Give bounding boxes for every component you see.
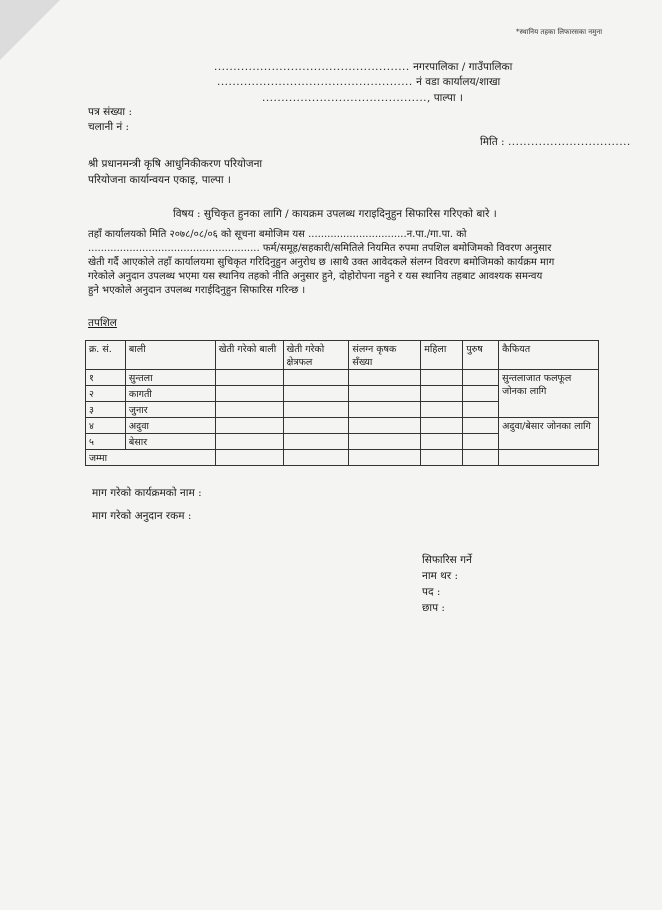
cell-empty xyxy=(499,450,599,466)
chalani-label: चलानी नं : xyxy=(88,121,130,133)
col-header-cultivated-crop: खेती गरेको बाली xyxy=(215,341,283,370)
cell-empty xyxy=(421,402,463,418)
cell-empty xyxy=(421,434,463,450)
body-line-1: तहाँ कार्यालयको मिति २०७८/०८/०६ को सूचना बमोजिम यस ...............................न.पा./गा.पा. को xyxy=(88,229,467,240)
cell-crop: सुन्तला xyxy=(125,370,215,386)
cell-sn: ५ xyxy=(86,434,126,450)
cell-empty xyxy=(463,370,499,386)
requested-program-label: माग गरेको कार्यक्रमको नाम : xyxy=(92,487,202,499)
cell-empty xyxy=(215,434,283,450)
cell-empty xyxy=(283,450,349,466)
cell-empty xyxy=(349,370,421,386)
col-header-area: खेती गरेको क्षेत्रफल xyxy=(283,341,349,370)
cell-empty xyxy=(421,418,463,434)
patra-sankhya-label: पत्र संख्या : xyxy=(88,106,133,118)
body-line-2: ...................................................... फर्म/समूह/सहकारी/समितिले नियमित रुपमा तपशिल बमोजिमको विवरण अनुसार xyxy=(88,243,552,254)
col-header-male: पुरुष xyxy=(463,341,499,370)
col-header-remarks: कैफियत xyxy=(499,341,599,370)
header-line-1 xyxy=(214,60,512,74)
cell-empty xyxy=(349,402,421,418)
cell-sn: २ xyxy=(86,386,126,402)
cell-empty xyxy=(421,370,463,386)
header-line-2-text: नं वडा कार्यालय/शाखा xyxy=(416,76,501,88)
cell-empty xyxy=(463,386,499,402)
cell-empty xyxy=(215,370,283,386)
header-line-1-dots: ................................................... xyxy=(214,61,410,73)
col-header-female: महिला xyxy=(421,341,463,370)
cell-empty xyxy=(215,418,283,434)
cell-empty xyxy=(283,434,349,450)
tapsil-heading: तपशिल xyxy=(88,317,117,329)
cell-empty xyxy=(421,386,463,402)
date-label: मिति : xyxy=(480,136,505,148)
cell-empty xyxy=(463,418,499,434)
corner-note: *स्थानिय तहका लिफारसका नमुना xyxy=(516,28,603,36)
header-line-2-dots: ................................................... xyxy=(217,76,413,88)
body-line-5: हुने भएकोले अनुदान उपलब्ध गराईदिनुहुन सिफारिस गरिन्छ । xyxy=(88,285,306,296)
table-total-row xyxy=(86,450,599,466)
cell-empty xyxy=(215,386,283,402)
cell-empty xyxy=(421,450,463,466)
cell-empty xyxy=(349,418,421,434)
body-line-3: खेती गर्दै आएकोले तहाँ कार्यालयमा सुचिकृत गरिदिनुहुन अनुरोध छ ।साथै उक्त आवेदकले संलग्न विवरण बमोजिमको कार्यक्रम माग xyxy=(88,257,555,268)
date-field xyxy=(480,135,631,149)
cell-sn: ३ xyxy=(86,402,126,418)
signature-stamp-label: छाप : xyxy=(422,602,445,614)
cell-empty xyxy=(349,386,421,402)
header-line-3 xyxy=(262,91,463,105)
table-header-row xyxy=(86,341,599,370)
cell-crop: अदुवा xyxy=(125,418,215,434)
cell-sn: १ xyxy=(86,370,126,386)
cell-empty xyxy=(463,434,499,450)
cell-empty xyxy=(215,402,283,418)
header-line-1-text: नगरपालिका / गाउँपालिका xyxy=(413,61,513,73)
col-header-sn: क्र. सं. xyxy=(86,341,126,370)
cell-empty xyxy=(283,402,349,418)
cell-empty xyxy=(215,450,283,466)
cell-remark-ginger: अदुवा/बेसार जोनका लागि xyxy=(499,418,599,450)
folded-corner xyxy=(0,0,60,60)
signature-title: सिफारिस गर्ने xyxy=(422,554,472,566)
cell-empty xyxy=(349,434,421,450)
details-table xyxy=(85,340,599,466)
cell-empty xyxy=(463,450,499,466)
cell-total-label: जम्मा xyxy=(86,450,216,466)
subject-line: विषय : सुचिकृत हुनका लागि / कायक्रम उपलब्ध गराइदिनुहुन सिफारिस गरिएको बारे । xyxy=(173,208,497,220)
col-header-crop: बाली xyxy=(125,341,215,370)
table-row xyxy=(86,418,599,434)
header-line-3-dots: ........................................... xyxy=(262,92,428,104)
col-header-farmers: संलग्न कृषक सँख्या xyxy=(349,341,421,370)
cell-empty xyxy=(283,370,349,386)
signature-name-label: नाम थर : xyxy=(422,570,459,582)
cell-empty xyxy=(463,402,499,418)
cell-remark-citrus: सुन्तलाजात फलफूल जोनका लागि xyxy=(499,370,599,418)
header-line-2 xyxy=(217,75,500,89)
signature-post-label: पद : xyxy=(422,586,441,598)
recipient-line-2: परियोजना कार्यान्वयन एकाइ, पाल्पा । xyxy=(88,174,231,186)
cell-crop: जुनार xyxy=(125,402,215,418)
table-row xyxy=(86,370,599,386)
recipient-line-1: श्री प्रधानमन्त्री कृषि आधुनिकीकरण परियोजना xyxy=(88,158,263,170)
cell-empty xyxy=(349,450,421,466)
cell-sn: ४ xyxy=(86,418,126,434)
requested-grant-label: माग गरेको अनुदान रकम : xyxy=(92,510,192,522)
body-line-4: गरेकोले अनुदान उपलब्ध भएमा यस स्थानिय तहको नीति अनुसार हुने, दोहोरोपना नहुने र यस स्थानिय तहबाट आवश्यक समन्वय xyxy=(88,271,543,282)
cell-crop: बेसार xyxy=(125,434,215,450)
cell-empty xyxy=(283,386,349,402)
date-dots: ................................ xyxy=(507,136,631,148)
header-line-3-text: , पाल्पा । xyxy=(427,92,463,104)
cell-empty xyxy=(283,418,349,434)
cell-crop: कागती xyxy=(125,386,215,402)
